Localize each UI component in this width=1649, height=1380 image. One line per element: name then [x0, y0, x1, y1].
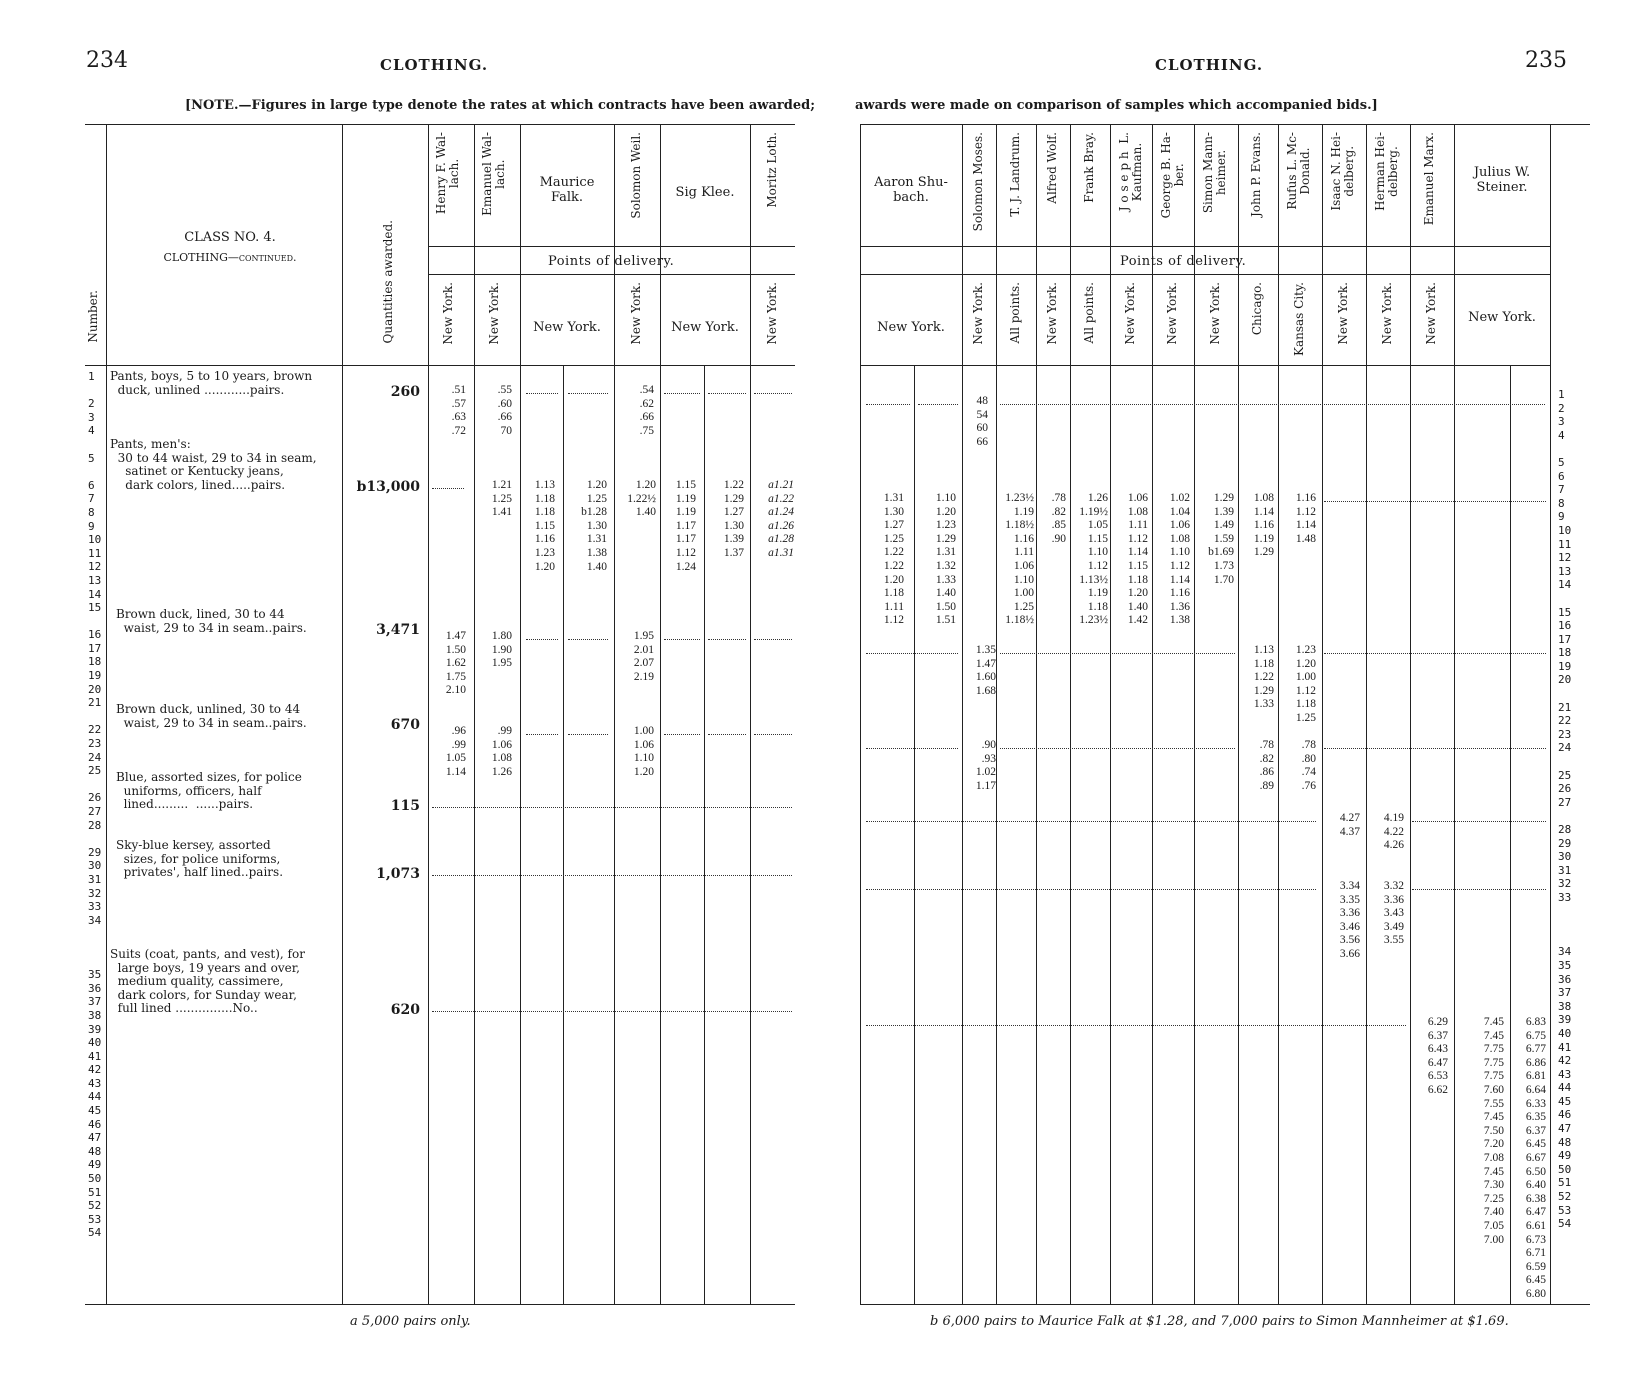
delivery-point: New York. — [1380, 282, 1394, 345]
leader — [526, 393, 558, 394]
bid-values: 1.13 1.18 1.22 1.29 1.33 — [1253, 644, 1274, 711]
rule — [996, 124, 997, 1304]
rule — [1238, 124, 1239, 1304]
item-description: Brown duck, lined, 30 to 44 waist, 29 to 34 in seam..pairs. — [116, 607, 307, 635]
leader — [526, 639, 558, 640]
leader — [526, 734, 558, 735]
bid-values: 3.34 3.35 3.36 3.46 3.56 3.66 — [1339, 880, 1360, 960]
leader — [866, 653, 958, 654]
delivery-point: New York. — [533, 320, 601, 335]
bid-values: 1.00 1.06 1.10 1.20 — [633, 725, 654, 778]
bidder-maurice-falk: Maurice Falk. — [539, 175, 595, 205]
leader — [708, 639, 746, 640]
table-bottom-rule — [85, 1304, 795, 1305]
leader — [432, 807, 792, 808]
leader — [664, 639, 700, 640]
rule — [342, 124, 343, 1304]
delivery-point: New York. — [765, 282, 779, 345]
footnote: b 6,000 pairs to Maurice Falk at $1.28, and 7,000 pairs to Simon Mannheimer at $1.69. — [930, 1314, 1509, 1329]
rule — [1322, 124, 1323, 1304]
leader — [432, 1011, 792, 1012]
bid-values: 1.08 1.14 1.16 1.19 1.29 — [1253, 492, 1274, 559]
leader — [664, 734, 700, 735]
bid-values: 1.20 1.22½ 1.40 — [627, 479, 656, 519]
page-number: 234 — [86, 48, 128, 73]
bid-values: 1.29 1.39 1.49 1.59 b1.69 1.73 1.70 — [1208, 492, 1234, 586]
bid-values: .78 .82 .85 .90 — [1051, 492, 1066, 545]
quantity-awarded: 260 — [390, 384, 420, 400]
delivery-point: New York. — [441, 282, 455, 345]
quantity-header: Quantities awarded. — [381, 220, 395, 344]
rule — [704, 365, 705, 1304]
bidder-george-haber: George B. Ha- ber. — [1159, 132, 1186, 219]
delivery-point: New York. — [1424, 282, 1438, 345]
quantity-awarded: 1,073 — [376, 866, 420, 882]
bid-values: .55 .60 .66 70 — [497, 384, 512, 437]
delivery-point: New York. — [1468, 310, 1536, 325]
rule — [860, 274, 1550, 275]
leader — [432, 875, 792, 876]
bidder-emanuel-marx: Emanuel Marx. — [1422, 132, 1436, 226]
bidder-aaron-shubach: Aaron Shu- bach. — [874, 175, 948, 205]
rule — [1278, 124, 1279, 1304]
bid-values: 1.13 1.18 1.18 1.15 1.16 1.23 1.20 — [534, 479, 555, 573]
quantity-awarded: 670 — [390, 717, 420, 733]
rule — [1366, 124, 1367, 1304]
row-numbers: 1 2 3 4 5 6 7 8 9 10 11 12 13 14 15 16 17 18 19 20 21 22 23 24 25 26 27 28 29 30 31 32 33 34 35 36 37 38 39 40 41 42 43 44 45 46 47 48 49 50 51 52 53 54 — [1558, 388, 1572, 1231]
points-of-delivery-header: Points of delivery. — [548, 254, 675, 269]
rule — [962, 124, 963, 1304]
rule — [85, 365, 795, 366]
page-number: 235 — [1525, 48, 1567, 73]
page-title: CLOTHING. — [1155, 56, 1264, 74]
leader — [866, 1025, 1406, 1026]
leader — [918, 404, 958, 405]
rule — [106, 124, 107, 1304]
left-page — [0, 0, 816, 1380]
bid-values: 1.22 1.29 1.27 1.30 1.39 1.37 — [723, 479, 744, 559]
rule — [474, 124, 475, 1304]
bidder-solomon-moses: Solomon Moses. — [971, 132, 985, 232]
note: [NOTE.—Figures in large type denote the rates at which contracts have been awarded; — [185, 98, 816, 113]
bidder-herman-heidelberg: Herman Hei- delberg. — [1373, 132, 1400, 211]
rule — [914, 365, 915, 1304]
note: awards were made on comparison of samples which accompanied bids.] — [855, 98, 1378, 113]
leader — [754, 639, 792, 640]
rule — [1152, 124, 1153, 1304]
leader — [866, 889, 1316, 890]
quantity-awarded: 115 — [390, 798, 420, 814]
bid-values: 1.10 1.20 1.23 1.29 1.31 1.32 1.33 1.40 1.50 1.51 — [935, 492, 956, 627]
bidder-simon-mannheimer: Simon Mann- heimer. — [1201, 132, 1228, 214]
rule — [860, 124, 861, 1304]
footnote: a 5,000 pairs only. — [350, 1314, 471, 1329]
bid-values: 1.23½ 1.19 1.18½ 1.16 1.11 1.06 1.10 1.00 1.25 1.18½ — [1005, 492, 1034, 627]
delivery-point: New York. — [487, 282, 501, 345]
delivery-point: Kansas City. — [1292, 282, 1306, 356]
class-heading: CLASS NO. 4. — [184, 230, 276, 245]
rule — [1110, 124, 1111, 1304]
bid-values: .90 .93 1.02 1.17 — [975, 739, 996, 792]
leader — [1000, 404, 1545, 405]
bid-values: 48 54 60 66 — [976, 395, 988, 448]
leader — [1324, 748, 1546, 749]
rule — [520, 124, 521, 1304]
bidder-frank-bray: Frank Bray. — [1082, 132, 1096, 203]
bid-values: 1.20 1.25 b1.28 1.30 1.31 1.38 1.40 — [581, 479, 607, 573]
leader — [568, 393, 608, 394]
rule — [1410, 124, 1411, 1304]
leader — [1000, 748, 1235, 749]
item-description: Suits (coat, pants, and vest), for large boys, 19 years and over, medium quality, cassimere, dark colors, for Sunday wear, full lined ...............No.. — [110, 947, 305, 1016]
bid-values: 6.83 6.75 6.77 6.86 6.81 6.64 6.33 6.35 6.37 6.45 6.67 6.50 6.40 6.38 6.47 6.61 6.73 6.71 6.59 6.45 6.80 — [1525, 1016, 1546, 1300]
bid-values: 7.45 7.45 7.75 7.75 7.75 7.60 7.55 7.45 7.50 7.20 7.08 7.45 7.30 7.25 7.40 7.05 7.00 — [1483, 1016, 1504, 1246]
bid-values: 3.32 3.36 3.43 3.49 3.55 — [1383, 880, 1404, 947]
item-description: Blue, assorted sizes, for police uniforms, officers, half lined......... ......pairs. — [116, 770, 302, 812]
leader — [1412, 821, 1546, 822]
rule — [750, 124, 751, 1304]
rule — [428, 274, 795, 275]
delivery-point: New York. — [671, 320, 739, 335]
bid-values: 1.15 1.19 1.19 1.17 1.17 1.12 1.24 — [675, 479, 696, 573]
leader — [754, 734, 792, 735]
bid-values: .96 .99 1.05 1.14 — [445, 725, 466, 778]
bidder-rufus-mcdonald: Rufus L. Mc- Donald. — [1285, 132, 1312, 210]
rule — [1454, 124, 1455, 1304]
table-bottom-rule — [860, 1304, 1590, 1305]
delivery-point: Chicago. — [1250, 282, 1264, 336]
delivery-point: New York. — [1165, 282, 1179, 345]
quantity-awarded: 3,471 — [376, 622, 420, 638]
delivery-point: New York. — [629, 282, 643, 345]
table-top-rule — [85, 124, 795, 125]
item-description: Brown duck, unlined, 30 to 44 waist, 29 to 34 in seam..pairs. — [116, 702, 307, 730]
bidder-john-evans: John P. Evans. — [1249, 132, 1263, 217]
leader — [432, 488, 464, 489]
class-subheading: CLOTHING—continued. — [163, 251, 297, 264]
bid-values: .51 .57 .63 .72 — [451, 384, 466, 437]
item-description: Pants, boys, 5 to 10 years, brown duck, unlined ............pairs. — [110, 369, 313, 397]
bid-values: 1.95 2.01 2.07 2.19 — [633, 630, 654, 683]
leader — [664, 393, 700, 394]
leader — [568, 734, 608, 735]
bid-values: 1.21 1.25 1.41 — [491, 479, 512, 519]
bidder-moritz-loth: Moritz Loth. — [765, 132, 779, 208]
table-top-rule — [860, 124, 1590, 125]
item-description: Sky-blue kersey, assorted sizes, for police uniforms, privates', half lined..pairs. — [116, 838, 284, 880]
bid-values: 1.16 1.12 1.14 1.48 — [1295, 492, 1316, 545]
bidder-henry-wallach: Henry F. Wal- lach. — [434, 132, 461, 215]
bid-values: .78 .82 .86 .89 — [1259, 739, 1274, 792]
leader — [1324, 501, 1546, 502]
quantity-awarded: 620 — [390, 1002, 420, 1018]
bidder-alfred-wolf: Alfred Wolf. — [1045, 132, 1059, 204]
rule — [1194, 124, 1195, 1304]
leader — [568, 639, 608, 640]
bid-values: 6.29 6.37 6.43 6.47 6.53 6.62 — [1427, 1016, 1448, 1096]
right-page — [820, 0, 1649, 1380]
bid-values: 1.26 1.19½ 1.05 1.15 1.10 1.12 1.13½ 1.19 1.18 1.23½ — [1079, 492, 1108, 627]
bid-values: 1.31 1.30 1.27 1.25 1.22 1.22 1.20 1.18 1.11 1.12 — [883, 492, 904, 627]
rule — [1070, 124, 1071, 1304]
row-numbers: 1 2 3 4 5 6 7 8 9 10 11 12 13 14 15 16 17 18 19 20 21 22 23 24 25 26 27 28 29 30 31 32 33 34 35 36 37 38 39 40 41 42 43 44 45 46 47 48 49 50 51 52 53 54 — [88, 370, 102, 1240]
bid-values: .54 .62 .66 .75 — [639, 384, 654, 437]
bid-values: 4.27 4.37 — [1339, 812, 1360, 838]
page-title: CLOTHING. — [380, 56, 489, 74]
leader — [1412, 889, 1546, 890]
bid-values: .78 .80 .74 .76 — [1301, 739, 1316, 792]
rule — [614, 124, 615, 1304]
delivery-point: New York. — [1123, 282, 1137, 345]
bidder-emanuel-wallach: Emanuel Wal- lach. — [480, 132, 507, 216]
rule — [428, 124, 429, 1304]
bidder-solomon-weil: Solomon Weil. — [629, 132, 643, 219]
rule — [1550, 124, 1551, 1304]
item-description: Pants, men's: 30 to 44 waist, 29 to 34 in seam, satinet or Kentucky jeans, dark colors, lined.....pairs. — [110, 437, 317, 492]
leader — [1324, 653, 1546, 654]
delivery-point: New York. — [1208, 282, 1222, 345]
bid-values: a1.21 a1.22 a1.24 a1.26 a1.28 a1.31 — [768, 479, 794, 559]
leader — [708, 734, 746, 735]
rule — [860, 246, 1550, 247]
rule — [660, 124, 661, 1304]
leader — [708, 393, 746, 394]
delivery-point: New York. — [1045, 282, 1059, 345]
number-header: Number. — [86, 290, 100, 343]
rule — [428, 246, 795, 247]
leader — [866, 404, 910, 405]
bidder-tj-landrum: T. J. Landrum. — [1008, 132, 1022, 217]
rule — [563, 365, 564, 1304]
bidder-sig-klee: Sig Klee. — [675, 185, 735, 200]
delivery-point: All points. — [1082, 282, 1096, 344]
delivery-point: All points. — [1008, 282, 1022, 344]
bid-values: .99 1.06 1.08 1.26 — [491, 725, 512, 778]
delivery-point: New York. — [971, 282, 985, 345]
delivery-point: New York. — [877, 320, 945, 335]
bid-values: 1.80 1.90 1.95 — [491, 630, 512, 670]
leader — [754, 393, 792, 394]
rule — [1036, 124, 1037, 1304]
bid-values: 4.19 4.22 4.26 — [1383, 812, 1404, 852]
bid-values: 1.06 1.08 1.11 1.12 1.14 1.15 1.18 1.20 1.40 1.42 — [1127, 492, 1148, 627]
leader — [866, 748, 958, 749]
bid-values: 1.23 1.20 1.00 1.12 1.18 1.25 — [1295, 644, 1316, 724]
bid-values: 1.02 1.04 1.06 1.08 1.10 1.12 1.14 1.16 1.36 1.38 — [1169, 492, 1190, 627]
delivery-point: New York. — [1336, 282, 1350, 345]
leader — [866, 821, 1316, 822]
rule — [1510, 365, 1511, 1304]
quantity-awarded: b13,000 — [356, 479, 420, 495]
bidder-julius-steiner: Julius W. Steiner. — [1473, 165, 1531, 195]
bid-values: 1.35 1.47 1.60 1.68 — [975, 644, 996, 697]
bidder-isaac-heidelberg: Isaac N. Hei- delberg. — [1329, 132, 1356, 211]
points-of-delivery-header: Points of delivery. — [1120, 254, 1247, 269]
bid-values: 1.47 1.50 1.62 1.75 2.10 — [445, 630, 466, 697]
rule — [860, 365, 1550, 366]
bidder-joseph-kaufman: J o s e p h L. Kaufman. — [1117, 132, 1144, 212]
leader — [1000, 653, 1235, 654]
